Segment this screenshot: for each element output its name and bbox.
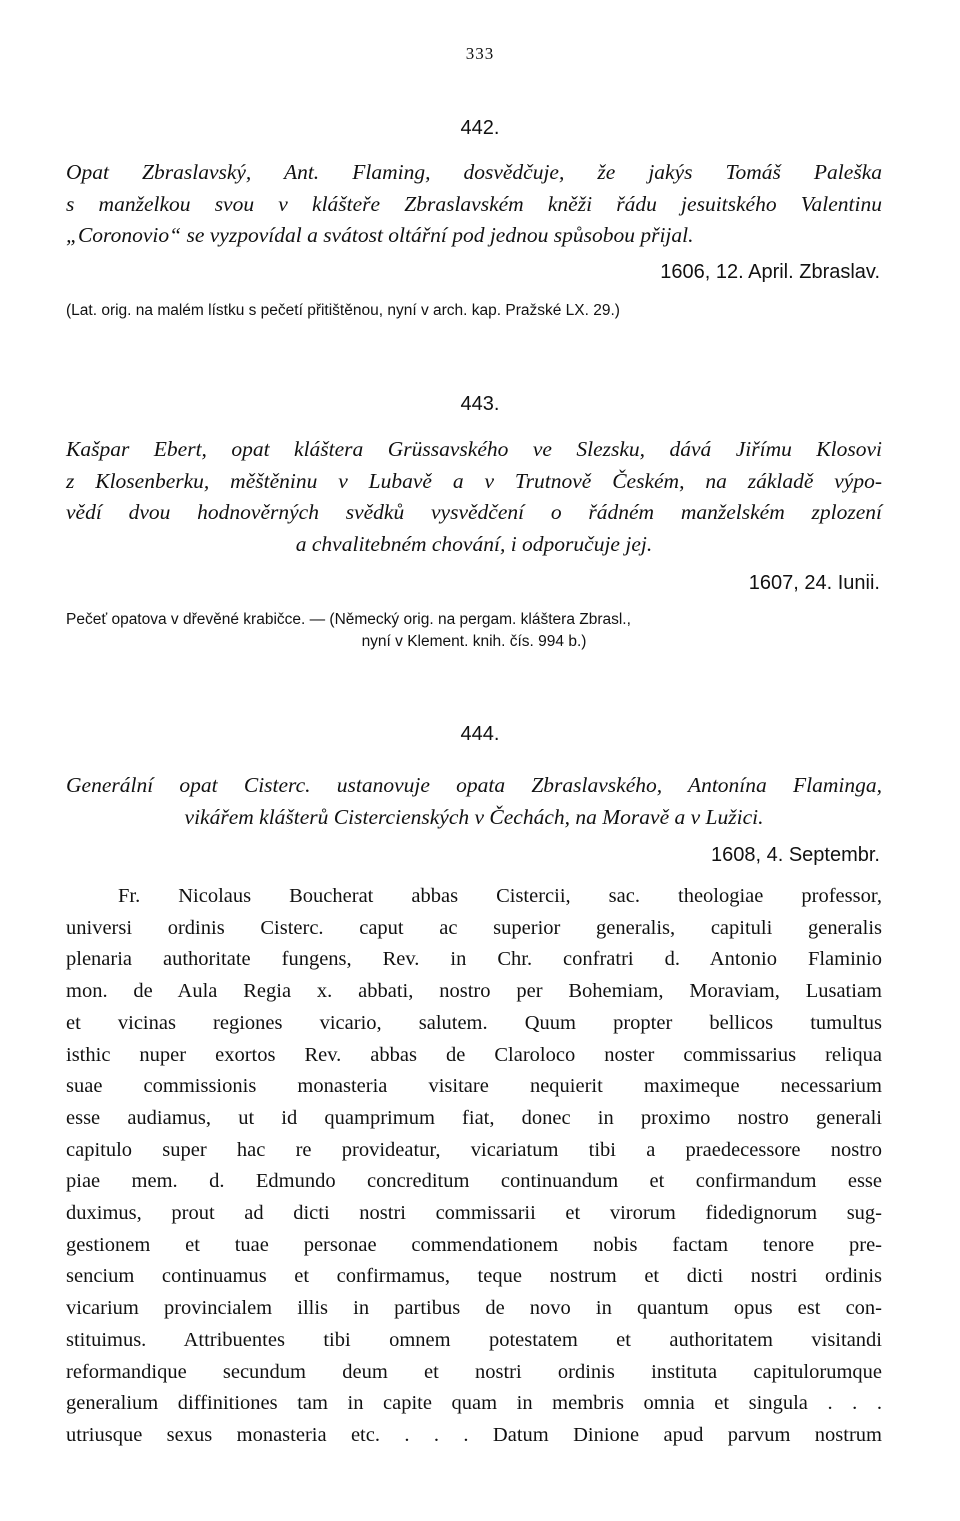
text-line: vicarium provincialem illis in partibus de novo in quantum opus est con- [66, 1297, 882, 1320]
text-line: Fr. Nicolaus Boucherat abbas Cistercii, sac. theologiae professor, [118, 885, 882, 907]
entry-number: 443. [460, 393, 500, 415]
text-line: plenaria authoritate fungens, Rev. in Chr. confratri d. Antonio Flaminio [66, 948, 882, 971]
text-line: capitulo super hac re provideatur, vicariatum tibi a praedecessore nostro [66, 1138, 882, 1161]
regest-line: vědí dvou hodnověrných svědků vysvědčení o řádném manželském zplození [66, 500, 882, 524]
regest-line: Opat Zbraslavský, Ant. Flaming, dosvědčuje, že jakýs Tomáš Paleška [66, 160, 882, 184]
regest-line: Kašpar Ebert, opat kláštera Grüssavského ve Slezsku, dává Jiřímu Klosovi [66, 437, 882, 461]
regest-line: a chvalitebném chování, i odporučuje jej. [295, 531, 653, 556]
entry-note [66, 300, 882, 322]
text-line: generalium diffinitiones tam in capite quam in membris omnia et singula . . . [66, 1392, 882, 1415]
text-line: piae mem. d. Edmundo concreditum continuandum et confirmandum esse [66, 1170, 882, 1193]
regest-line: s manželkou svou v klášteře Zbraslavském kněži řádu jesuitského Valentinu [66, 191, 882, 216]
text-line: reformandique secundum deum et nostri ordinis instituta capitulorumque [66, 1360, 882, 1383]
page-number: 333 [465, 44, 495, 63]
note-line: nyní v Klement. knih. čís. 994 b.) [361, 633, 587, 650]
entry-number: 444. [460, 723, 500, 745]
entry-number: 442. [460, 117, 500, 139]
text-line: gestionem et tuae personae commendationem nobis factam tenore pre- [66, 1233, 882, 1256]
entry-regest [66, 770, 882, 833]
regest-line: vikářem klášterů Cistercienských v Čechách, na Moravě a v Lužici. [184, 804, 764, 829]
text-line: isthic nuper exortos Rev. abbas de Claroloco noster commissarius reliqua [66, 1043, 882, 1066]
note-line: Pečeť opatova v dřevěné krabičce. — (Německý orig. na pergam. kláštera Zbrasl., [66, 611, 631, 628]
text-line: universi ordinis Cisterc. caput ac superior generalis, capituli generalis [66, 916, 882, 939]
entry-date: 1606, 12. April. Zbraslav. [660, 261, 880, 283]
regest-line: Generální opat Cisterc. ustanovuje opata Zbraslavského, Antonína Flaminga, [66, 773, 882, 797]
document-text [66, 881, 882, 1452]
text-line: duximus, prout ad dicti nostri commissarii et virorum fidedignorum sug- [66, 1202, 882, 1225]
text-line: mon. de Aula Regia x. abbati, nostro per Bohemiam, Moraviam, Lusatiam [66, 980, 882, 1003]
entry-regest [66, 434, 882, 560]
regest-line: z Klosenberku, měštěninu v Lubavě a v Trutnově Českém, na základě výpo- [66, 468, 882, 493]
text-line: et vicinas regiones vicario, salutem. Quum propter bellicos tumultus [66, 1011, 882, 1034]
text-line: suae commissionis monasteria visitare nequierit maximeque necessarium [66, 1075, 882, 1098]
text-line: stituimus. Attribuentes tibi omnem potestatem et authoritatem visitandi [66, 1328, 882, 1351]
entry-date: 1607, 24. Iunii. [748, 572, 880, 594]
entry-regest [66, 157, 882, 252]
text-line: utriusque sexus monasteria etc. . . . Datum Dinione apud parvum nostrum [66, 1423, 882, 1446]
entry-note [66, 609, 882, 653]
regest-line: „Coronovio“ se vyzpovídal a svátost oltářní pod jednou spůsobou přijal. [66, 223, 694, 247]
entry-date: 1608, 4. Septembr. [710, 844, 880, 866]
text-line: esse audiamus, ut id quamprimum fiat, donec in proximo nostro generali [66, 1106, 882, 1129]
text-line: sencium continuamus et confirmamus, teque nostrum et dicti nostri ordinis [66, 1265, 882, 1288]
note-line: (Lat. orig. na malém lístku s pečetí přitištěnou, nyní v arch. kap. Pražské LX. 29.) [66, 302, 620, 319]
